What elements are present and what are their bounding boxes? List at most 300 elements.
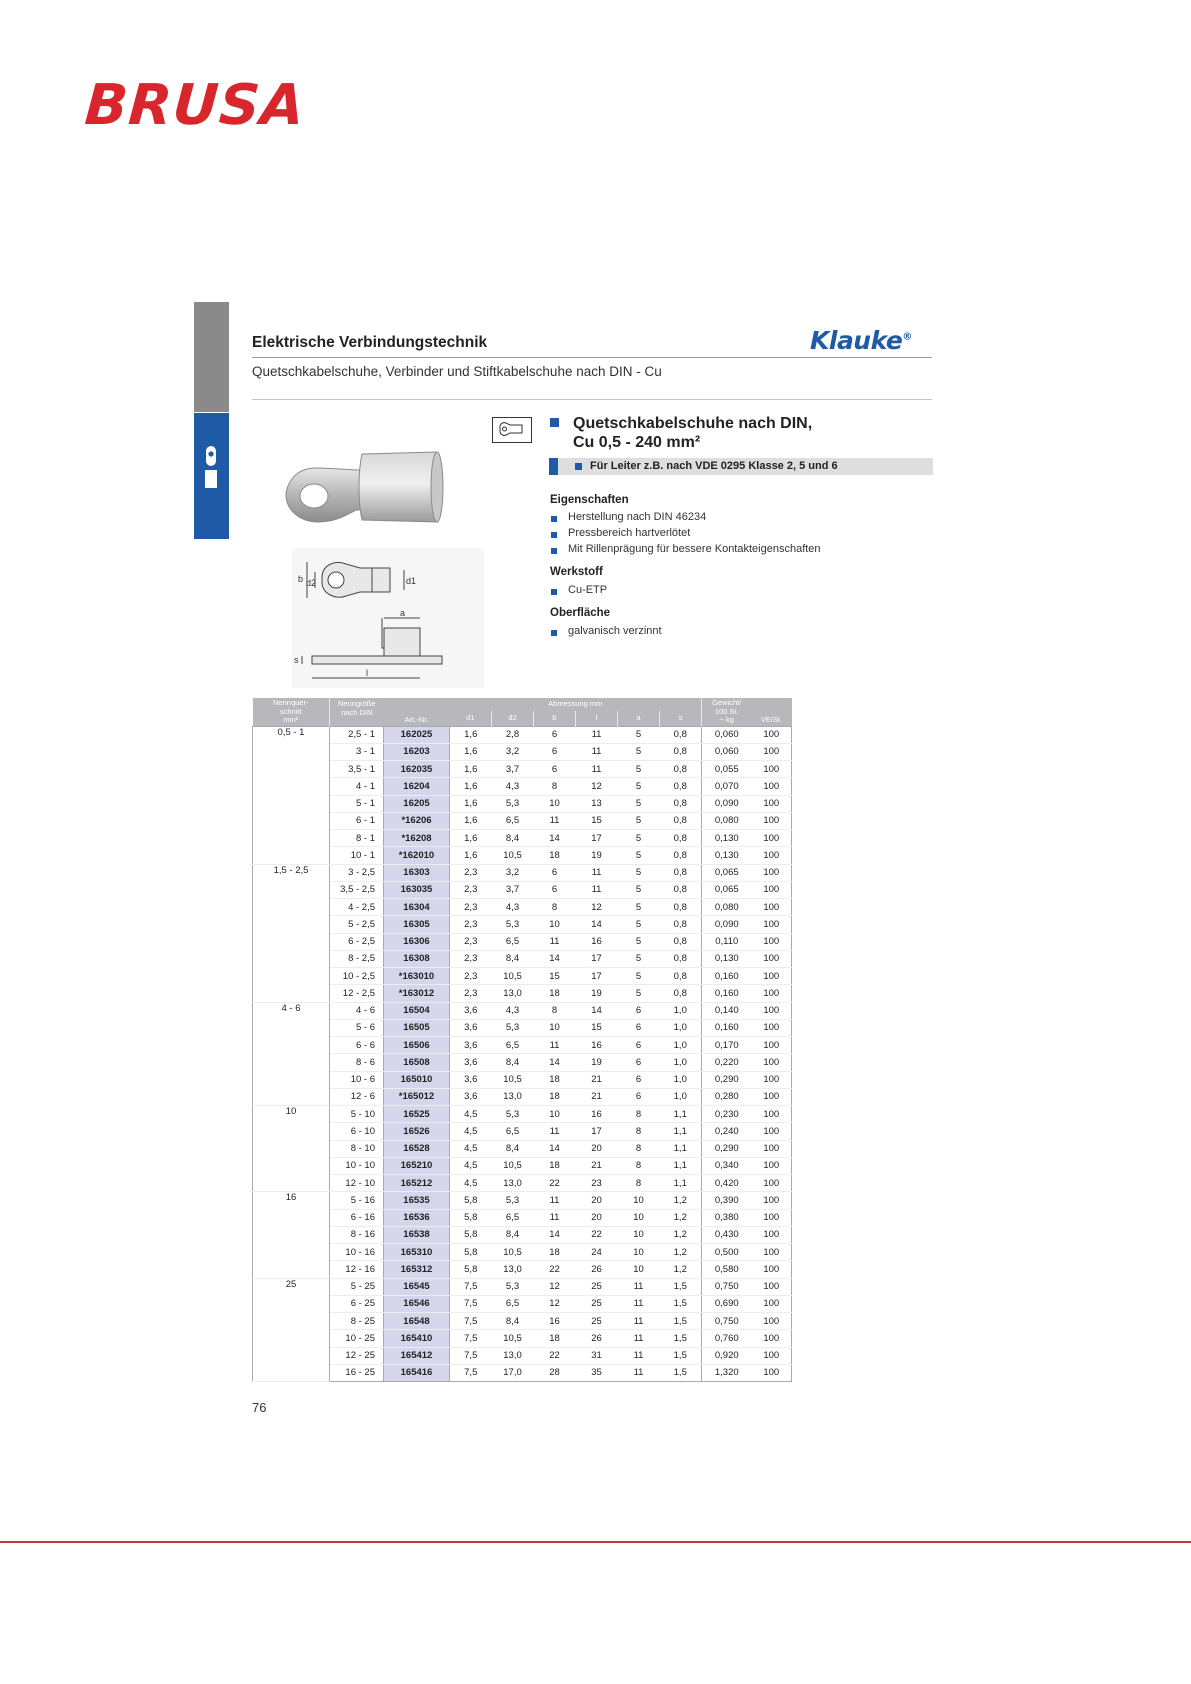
artnr-cell: 165310 <box>384 1244 450 1261</box>
table-row <box>253 1071 792 1088</box>
artnr-cell: 165010 <box>384 1071 450 1088</box>
a-cell: 5 <box>618 881 660 898</box>
dim-label-a: a <box>400 608 406 618</box>
weight-cell: 0,390 <box>702 1192 752 1209</box>
d2-cell: 5,3 <box>492 795 534 812</box>
d2-cell: 8,4 <box>492 1226 534 1243</box>
d1-cell: 1,6 <box>450 847 492 864</box>
col-header-l: l <box>576 711 618 726</box>
l-cell: 16 <box>576 1037 618 1054</box>
a-cell: 6 <box>618 1002 660 1019</box>
spec-table <box>252 698 792 1382</box>
artnr-cell: 163035 <box>384 881 450 898</box>
table-row <box>253 1192 792 1209</box>
l-cell: 25 <box>576 1295 618 1312</box>
artnr-cell: 16203 <box>384 743 450 760</box>
a-cell: 8 <box>618 1175 660 1192</box>
d2-cell: 8,4 <box>492 950 534 967</box>
a-cell: 5 <box>618 899 660 916</box>
d2-cell: 4,3 <box>492 1002 534 1019</box>
d2-cell: 8,4 <box>492 830 534 847</box>
cross-section-cell: 1,5 - 2,5 <box>253 864 330 1002</box>
d2-cell: 5,3 <box>492 1106 534 1123</box>
d2-cell: 8,4 <box>492 1140 534 1157</box>
weight-cell: 0,060 <box>702 726 752 743</box>
artnr-cell: 16306 <box>384 933 450 950</box>
weight-cell: 0,500 <box>702 1244 752 1261</box>
ve-cell: 100 <box>752 1226 792 1243</box>
size-cell: 10 - 10 <box>330 1157 384 1174</box>
l-cell: 11 <box>576 881 618 898</box>
l-cell: 22 <box>576 1226 618 1243</box>
d1-cell: 2,3 <box>450 899 492 916</box>
weight-cell: 0,220 <box>702 1054 752 1071</box>
cross-section-cell: 0,5 - 1 <box>253 726 330 864</box>
artnr-cell: 165312 <box>384 1261 450 1278</box>
d2-cell: 8,4 <box>492 1054 534 1071</box>
artnr-cell: 16536 <box>384 1209 450 1226</box>
size-cell: 6 - 16 <box>330 1209 384 1226</box>
property-item: Herstellung nach DIN 46234 <box>568 511 707 523</box>
table-row <box>253 1106 792 1123</box>
l-cell: 21 <box>576 1157 618 1174</box>
d2-cell: 10,5 <box>492 1244 534 1261</box>
s-cell: 0,8 <box>660 950 702 967</box>
d1-cell: 2,3 <box>450 968 492 985</box>
a-cell: 10 <box>618 1261 660 1278</box>
ve-cell: 100 <box>752 1037 792 1054</box>
s-cell: 0,8 <box>660 864 702 881</box>
d1-cell: 1,6 <box>450 726 492 743</box>
ve-cell: 100 <box>752 1347 792 1364</box>
a-cell: 11 <box>618 1278 660 1295</box>
weight-cell: 0,290 <box>702 1071 752 1088</box>
a-cell: 5 <box>618 830 660 847</box>
b-cell: 18 <box>534 985 576 1002</box>
d1-cell: 5,8 <box>450 1261 492 1278</box>
table-row <box>253 830 792 847</box>
artnr-cell: 16304 <box>384 899 450 916</box>
artnr-cell: 16204 <box>384 778 450 795</box>
size-cell: 4 - 1 <box>330 778 384 795</box>
ve-cell: 100 <box>752 985 792 1002</box>
weight-cell: 0,230 <box>702 1106 752 1123</box>
col-header-artnr: Art.-Nr. <box>384 698 450 726</box>
d1-cell: 3,6 <box>450 1037 492 1054</box>
d2-cell: 6,5 <box>492 933 534 950</box>
artnr-cell: 165412 <box>384 1347 450 1364</box>
ve-cell: 100 <box>752 1209 792 1226</box>
s-cell: 1,2 <box>660 1226 702 1243</box>
s-cell: 1,0 <box>660 1054 702 1071</box>
size-cell: 8 - 1 <box>330 830 384 847</box>
size-cell: 12 - 25 <box>330 1347 384 1364</box>
table-row <box>253 864 792 881</box>
ve-cell: 100 <box>752 1140 792 1157</box>
s-cell: 1,1 <box>660 1175 702 1192</box>
page-number: 76 <box>252 1400 267 1415</box>
a-cell: 6 <box>618 1054 660 1071</box>
a-cell: 5 <box>618 743 660 760</box>
a-cell: 10 <box>618 1244 660 1261</box>
d2-cell: 6,5 <box>492 1123 534 1140</box>
ve-cell: 100 <box>752 1295 792 1312</box>
table-row <box>253 1037 792 1054</box>
weight-cell: 0,130 <box>702 847 752 864</box>
s-cell: 0,8 <box>660 743 702 760</box>
ve-cell: 100 <box>752 899 792 916</box>
artnr-cell: 16528 <box>384 1140 450 1157</box>
a-cell: 10 <box>618 1192 660 1209</box>
table-row <box>253 1019 792 1036</box>
d1-cell: 5,8 <box>450 1209 492 1226</box>
a-cell: 11 <box>618 1313 660 1330</box>
weight-cell: 0,290 <box>702 1140 752 1157</box>
l-cell: 20 <box>576 1209 618 1226</box>
s-cell: 1,5 <box>660 1278 702 1295</box>
d1-cell: 3,6 <box>450 1071 492 1088</box>
size-cell: 6 - 2,5 <box>330 933 384 950</box>
d2-cell: 10,5 <box>492 1157 534 1174</box>
s-cell: 1,1 <box>660 1106 702 1123</box>
bullet-square <box>551 532 557 538</box>
page-title: Elektrische Verbindungstechnik <box>252 334 488 351</box>
d1-cell: 4,5 <box>450 1175 492 1192</box>
d2-cell: 10,5 <box>492 1071 534 1088</box>
artnr-cell: 16305 <box>384 916 450 933</box>
s-cell: 0,8 <box>660 847 702 864</box>
bullet-square <box>550 418 559 427</box>
a-cell: 10 <box>618 1226 660 1243</box>
table-row <box>253 1157 792 1174</box>
weight-cell: 0,055 <box>702 761 752 778</box>
b-cell: 22 <box>534 1347 576 1364</box>
b-cell: 10 <box>534 1019 576 1036</box>
dim-label-d2: d2 <box>306 578 317 588</box>
weight-cell: 0,240 <box>702 1123 752 1140</box>
b-cell: 16 <box>534 1313 576 1330</box>
chapter-tab-grey <box>194 302 229 412</box>
d2-cell: 5,3 <box>492 916 534 933</box>
weight-cell: 0,060 <box>702 743 752 760</box>
table-row <box>253 950 792 967</box>
d1-cell: 1,6 <box>450 743 492 760</box>
l-cell: 19 <box>576 985 618 1002</box>
ve-cell: 100 <box>752 1054 792 1071</box>
a-cell: 6 <box>618 1037 660 1054</box>
d2-cell: 4,3 <box>492 899 534 916</box>
a-cell: 8 <box>618 1123 660 1140</box>
artnr-cell: 16303 <box>384 864 450 881</box>
l-cell: 11 <box>576 726 618 743</box>
l-cell: 12 <box>576 778 618 795</box>
a-cell: 8 <box>618 1157 660 1174</box>
table-row <box>253 1226 792 1243</box>
s-cell: 0,8 <box>660 899 702 916</box>
d1-cell: 3,6 <box>450 1002 492 1019</box>
l-cell: 13 <box>576 795 618 812</box>
weight-cell: 0,170 <box>702 1037 752 1054</box>
table-row <box>253 1244 792 1261</box>
s-cell: 1,2 <box>660 1261 702 1278</box>
d1-cell: 2,3 <box>450 881 492 898</box>
d1-cell: 7,5 <box>450 1364 492 1381</box>
d1-cell: 7,5 <box>450 1347 492 1364</box>
section-heading-oberflaeche: Oberfläche <box>550 607 611 619</box>
s-cell: 0,8 <box>660 795 702 812</box>
b-cell: 18 <box>534 1071 576 1088</box>
d2-cell: 13,0 <box>492 1175 534 1192</box>
s-cell: 1,0 <box>660 1002 702 1019</box>
size-cell: 16 - 25 <box>330 1364 384 1381</box>
table-row <box>253 726 792 743</box>
l-cell: 15 <box>576 812 618 829</box>
size-cell: 6 - 1 <box>330 812 384 829</box>
artnr-cell: 165210 <box>384 1157 450 1174</box>
d2-cell: 13,0 <box>492 1088 534 1105</box>
b-cell: 10 <box>534 795 576 812</box>
size-cell: 5 - 25 <box>330 1278 384 1295</box>
ve-cell: 100 <box>752 864 792 881</box>
d1-cell: 4,5 <box>450 1140 492 1157</box>
weight-cell: 0,750 <box>702 1313 752 1330</box>
b-cell: 18 <box>534 1244 576 1261</box>
b-cell: 14 <box>534 950 576 967</box>
d1-cell: 4,5 <box>450 1157 492 1174</box>
b-cell: 22 <box>534 1261 576 1278</box>
d1-cell: 2,3 <box>450 950 492 967</box>
weight-cell: 0,690 <box>702 1295 752 1312</box>
size-cell: 10 - 25 <box>330 1330 384 1347</box>
size-cell: 5 - 6 <box>330 1019 384 1036</box>
ve-cell: 100 <box>752 761 792 778</box>
d2-cell: 13,0 <box>492 1261 534 1278</box>
d2-cell: 13,0 <box>492 1347 534 1364</box>
size-cell: 3 - 1 <box>330 743 384 760</box>
l-cell: 25 <box>576 1313 618 1330</box>
table-row <box>253 743 792 760</box>
col-header-b: b <box>534 711 576 726</box>
l-cell: 12 <box>576 899 618 916</box>
size-cell: 6 - 6 <box>330 1037 384 1054</box>
size-cell: 8 - 10 <box>330 1140 384 1157</box>
b-cell: 11 <box>534 1192 576 1209</box>
size-cell: 10 - 16 <box>330 1244 384 1261</box>
col-header-d1: d1 <box>450 711 492 726</box>
s-cell: 1,5 <box>660 1313 702 1330</box>
d1-cell: 3,6 <box>450 1088 492 1105</box>
l-cell: 11 <box>576 761 618 778</box>
weight-cell: 0,065 <box>702 881 752 898</box>
s-cell: 0,8 <box>660 881 702 898</box>
weight-cell: 0,430 <box>702 1226 752 1243</box>
size-cell: 8 - 2,5 <box>330 950 384 967</box>
a-cell: 6 <box>618 1088 660 1105</box>
l-cell: 20 <box>576 1192 618 1209</box>
table-row <box>253 933 792 950</box>
s-cell: 1,2 <box>660 1244 702 1261</box>
d2-cell: 17,0 <box>492 1364 534 1381</box>
weight-cell: 0,130 <box>702 830 752 847</box>
table-row <box>253 1054 792 1071</box>
l-cell: 24 <box>576 1244 618 1261</box>
b-cell: 11 <box>534 933 576 950</box>
a-cell: 6 <box>618 1071 660 1088</box>
d1-cell: 1,6 <box>450 761 492 778</box>
a-cell: 6 <box>618 1019 660 1036</box>
d1-cell: 2,3 <box>450 864 492 881</box>
artnr-cell: 16538 <box>384 1226 450 1243</box>
b-cell: 28 <box>534 1364 576 1381</box>
a-cell: 5 <box>618 916 660 933</box>
b-cell: 18 <box>534 847 576 864</box>
s-cell: 0,8 <box>660 916 702 933</box>
ve-cell: 100 <box>752 1175 792 1192</box>
ve-cell: 100 <box>752 1364 792 1381</box>
col-header-abmessung: Abmessung mm <box>450 698 702 711</box>
b-cell: 18 <box>534 1157 576 1174</box>
s-cell: 1,5 <box>660 1364 702 1381</box>
a-cell: 11 <box>618 1347 660 1364</box>
bullet-square <box>575 463 582 470</box>
size-cell: 2,5 - 1 <box>330 726 384 743</box>
l-cell: 16 <box>576 933 618 950</box>
b-cell: 11 <box>534 1123 576 1140</box>
l-cell: 19 <box>576 1054 618 1071</box>
d2-cell: 4,3 <box>492 778 534 795</box>
size-cell: 10 - 2,5 <box>330 968 384 985</box>
b-cell: 6 <box>534 743 576 760</box>
a-cell: 5 <box>618 795 660 812</box>
divider <box>252 357 932 358</box>
s-cell: 0,8 <box>660 933 702 950</box>
property-item: Mit Rillenprägung für bessere Kontakteigenschaften <box>568 543 821 555</box>
ve-cell: 100 <box>752 1123 792 1140</box>
table-row <box>253 1209 792 1226</box>
l-cell: 17 <box>576 830 618 847</box>
property-item: Pressbereich hartverlötet <box>568 527 691 539</box>
b-cell: 22 <box>534 1175 576 1192</box>
artnr-cell: *162010 <box>384 847 450 864</box>
artnr-cell: *165012 <box>384 1088 450 1105</box>
s-cell: 1,1 <box>660 1157 702 1174</box>
s-cell: 1,5 <box>660 1295 702 1312</box>
artnr-cell: 16508 <box>384 1054 450 1071</box>
weight-cell: 0,920 <box>702 1347 752 1364</box>
ve-cell: 100 <box>752 916 792 933</box>
d2-cell: 6,5 <box>492 812 534 829</box>
ve-cell: 100 <box>752 1192 792 1209</box>
b-cell: 11 <box>534 812 576 829</box>
table-row <box>253 916 792 933</box>
s-cell: 1,0 <box>660 1071 702 1088</box>
d2-cell: 6,5 <box>492 1037 534 1054</box>
s-cell: 0,8 <box>660 761 702 778</box>
bullet-square <box>551 516 557 522</box>
table-row <box>253 1002 792 1019</box>
b-cell: 10 <box>534 1106 576 1123</box>
d1-cell: 2,3 <box>450 933 492 950</box>
b-cell: 6 <box>534 881 576 898</box>
artnr-cell: 16525 <box>384 1106 450 1123</box>
l-cell: 16 <box>576 1106 618 1123</box>
klauke-logo: Klauke® <box>810 326 912 355</box>
b-cell: 12 <box>534 1278 576 1295</box>
a-cell: 5 <box>618 847 660 864</box>
artnr-cell: *163012 <box>384 985 450 1002</box>
size-cell: 5 - 10 <box>330 1106 384 1123</box>
brusa-logo: BRUSA <box>82 73 308 138</box>
weight-cell: 0,280 <box>702 1088 752 1105</box>
d1-cell: 1,6 <box>450 795 492 812</box>
table-row <box>253 1295 792 1312</box>
b-cell: 14 <box>534 1226 576 1243</box>
table-row <box>253 881 792 898</box>
a-cell: 5 <box>618 933 660 950</box>
ve-cell: 100 <box>752 1244 792 1261</box>
cable-lug-symbol-icon <box>492 417 532 443</box>
table-row <box>253 1364 792 1381</box>
col-header-a: a <box>618 711 660 726</box>
d1-cell: 1,6 <box>450 778 492 795</box>
col-header-ve: VE/St. <box>752 698 792 726</box>
product-photo <box>282 440 462 540</box>
dim-label-l: l <box>366 668 368 678</box>
s-cell: 0,8 <box>660 778 702 795</box>
s-cell: 0,8 <box>660 726 702 743</box>
d2-cell: 3,2 <box>492 743 534 760</box>
weight-cell: 0,065 <box>702 864 752 881</box>
material-item: Cu-ETP <box>568 584 608 596</box>
d1-cell: 7,5 <box>450 1295 492 1312</box>
l-cell: 17 <box>576 1123 618 1140</box>
artnr-cell: 16526 <box>384 1123 450 1140</box>
d2-cell: 6,5 <box>492 1295 534 1312</box>
d1-cell: 4,5 <box>450 1123 492 1140</box>
l-cell: 14 <box>576 1002 618 1019</box>
l-cell: 19 <box>576 847 618 864</box>
a-cell: 5 <box>618 950 660 967</box>
ve-cell: 100 <box>752 743 792 760</box>
size-cell: 4 - 2,5 <box>330 899 384 916</box>
weight-cell: 0,160 <box>702 1019 752 1036</box>
dim-label-b: b <box>298 574 304 584</box>
b-cell: 8 <box>534 778 576 795</box>
l-cell: 26 <box>576 1330 618 1347</box>
a-cell: 11 <box>618 1295 660 1312</box>
cable-lug-icon <box>203 446 219 490</box>
section-heading-werkstoff: Werkstoff <box>550 566 603 578</box>
d2-cell: 8,4 <box>492 1313 534 1330</box>
size-cell: 3,5 - 2,5 <box>330 881 384 898</box>
section-heading-eigenschaften: Eigenschaften <box>550 494 629 506</box>
a-cell: 11 <box>618 1364 660 1381</box>
l-cell: 11 <box>576 864 618 881</box>
artnr-cell: 16546 <box>384 1295 450 1312</box>
l-cell: 14 <box>576 916 618 933</box>
size-cell: 12 - 2,5 <box>330 985 384 1002</box>
weight-cell: 1,320 <box>702 1364 752 1381</box>
d2-cell: 3,7 <box>492 881 534 898</box>
table-row <box>253 1261 792 1278</box>
s-cell: 1,0 <box>660 1088 702 1105</box>
d2-cell: 10,5 <box>492 847 534 864</box>
cross-section-cell: 4 - 6 <box>253 1002 330 1106</box>
size-cell: 5 - 2,5 <box>330 916 384 933</box>
bullet-square <box>551 589 557 595</box>
b-cell: 10 <box>534 916 576 933</box>
d2-cell: 5,3 <box>492 1192 534 1209</box>
